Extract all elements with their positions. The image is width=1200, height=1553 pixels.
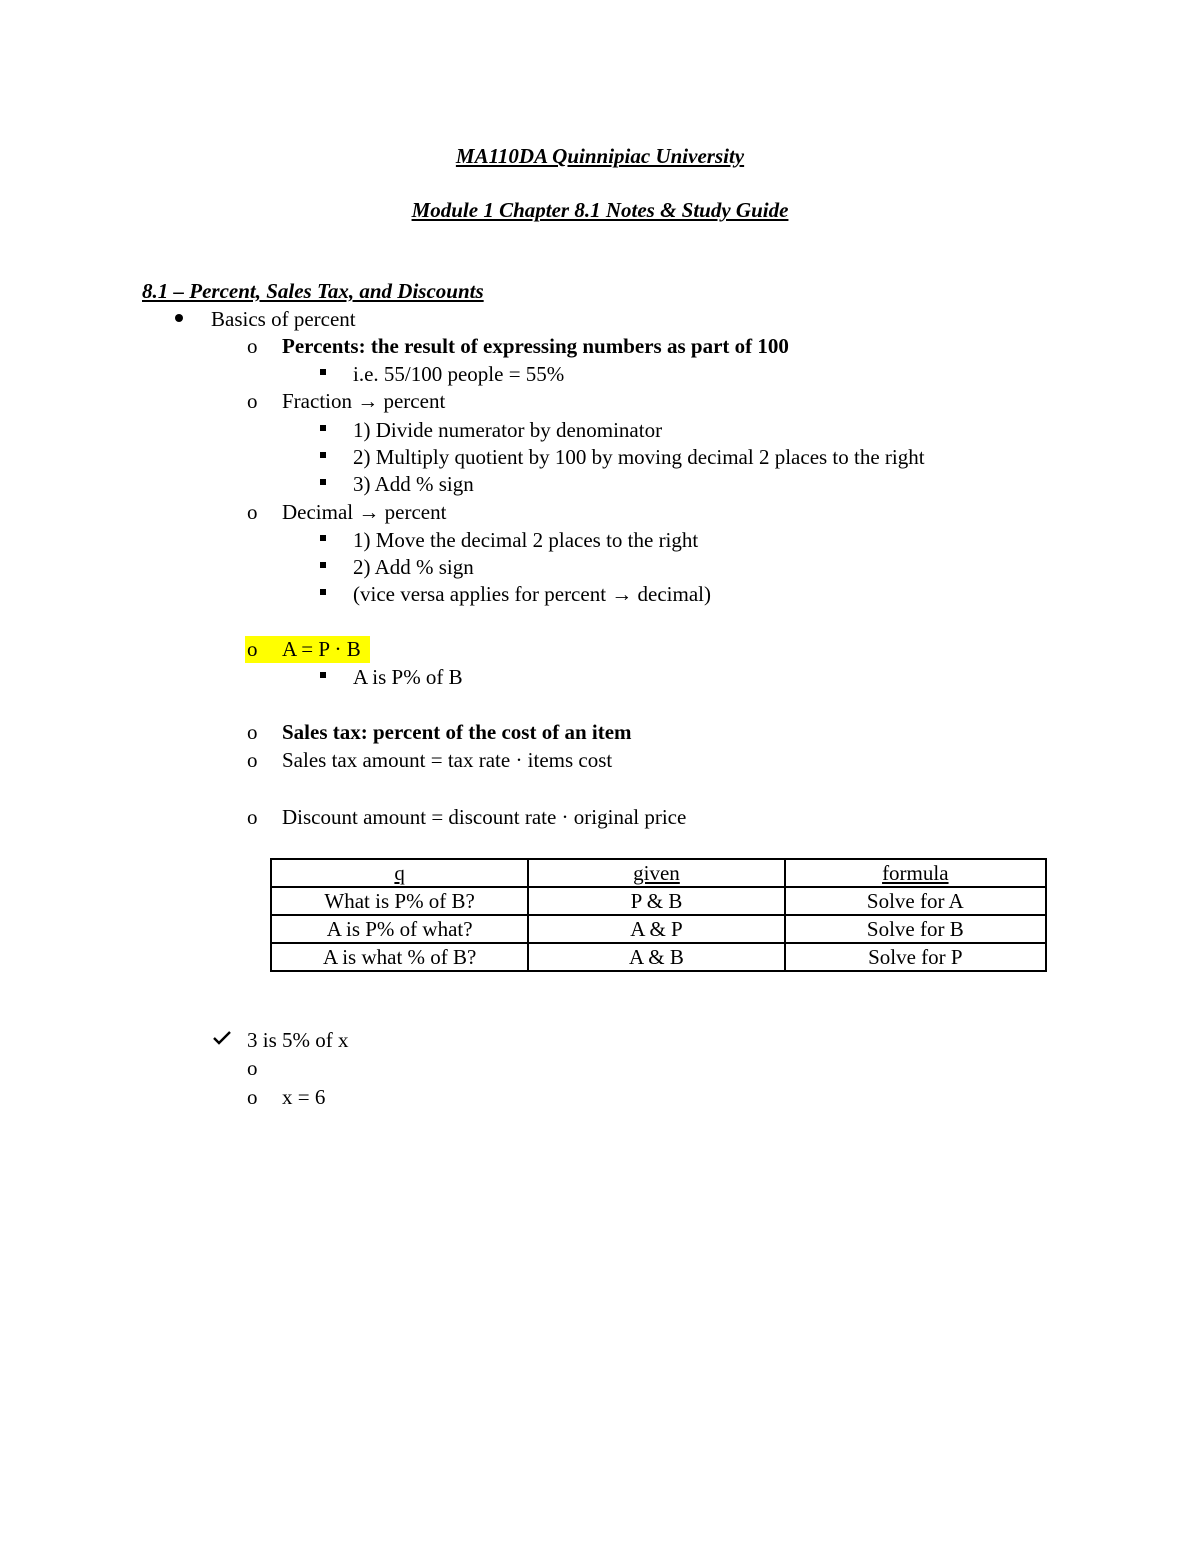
decimal-heading: Decimal → percent: [282, 500, 447, 524]
table-cell: A & B: [528, 943, 784, 971]
percents-definition: Percents: the result of expressing numbers as part of 100: [282, 334, 789, 358]
table-cell: Solve for A: [785, 887, 1046, 915]
sales-tax-definition: Sales tax: percent of the cost of an item: [282, 720, 632, 744]
sub-bullet-marker: o: [247, 805, 258, 829]
fraction-step-1: 1) Divide numerator by denominator: [353, 418, 663, 442]
fraction-heading: Fraction → percent: [282, 389, 446, 413]
sub-bullet-marker: o: [247, 748, 258, 772]
table-cell: Solve for P: [785, 943, 1046, 971]
formula-a-equals-p-b: A = P · B: [282, 637, 361, 661]
table-header-cell: q: [271, 859, 528, 887]
table-cell: P & B: [528, 887, 784, 915]
sub-bullet-marker: o: [247, 334, 258, 358]
document-title: MA110DA Quinnipiac University: [455, 144, 745, 168]
discount-formula: Discount amount = discount rate · original price: [282, 805, 687, 829]
document-subtitle: Module 1 Chapter 8.1 Notes & Study Guide: [411, 198, 789, 222]
filled-square-icon: [320, 562, 326, 568]
decimal-step-2: 2) Add % sign: [353, 555, 474, 579]
decimal-step-3: (vice versa applies for percent → decimal): [353, 582, 711, 606]
sub-bullet-marker: o: [247, 500, 258, 524]
example-answer: x = 6: [282, 1085, 326, 1109]
filled-square-icon: [320, 589, 326, 595]
filled-square-icon: [320, 479, 326, 485]
table-cell: A is P% of what?: [271, 915, 528, 943]
formula-note: A is P% of B: [353, 665, 463, 689]
filled-circle-icon: [175, 314, 183, 322]
table-cell: What is P% of B?: [271, 887, 528, 915]
sub-bullet-marker: o: [247, 1085, 258, 1109]
table-cell: A is what % of B?: [271, 943, 528, 971]
percent-problems-table: [270, 858, 1047, 972]
table-header-row: [271, 859, 1046, 887]
table-cell: Solve for B: [785, 915, 1046, 943]
decimal-step-1: 1) Move the decimal 2 places to the right: [353, 528, 699, 552]
checkmark-icon: [212, 1030, 232, 1046]
sub-bullet-marker: o: [247, 389, 258, 413]
percents-example: i.e. 55/100 people = 55%: [353, 362, 565, 386]
highlighted-formula: [245, 636, 370, 663]
table-row: [271, 887, 1046, 915]
sales-tax-formula: Sales tax amount = tax rate · items cost: [282, 748, 613, 772]
table-row: [271, 943, 1046, 971]
sub-bullet-marker: o: [247, 637, 258, 661]
table-cell: A & P: [528, 915, 784, 943]
filled-square-icon: [320, 535, 326, 541]
filled-square-icon: [320, 425, 326, 431]
filled-square-icon: [320, 452, 326, 458]
table-header-cell: formula: [785, 859, 1046, 887]
sub-bullet-marker: o: [247, 720, 258, 744]
sub-bullet-marker: o: [247, 1056, 258, 1080]
bullet-basics-of-percent: Basics of percent: [211, 307, 356, 331]
filled-square-icon: [320, 369, 326, 375]
section-heading: 8.1 – Percent, Sales Tax, and Discounts: [142, 279, 484, 303]
example-problem: 3 is 5% of x: [247, 1028, 349, 1052]
table-row: [271, 915, 1046, 943]
table-header-cell: given: [528, 859, 784, 887]
fraction-step-3: 3) Add % sign: [353, 472, 474, 496]
fraction-step-2: 2) Multiply quotient by 100 by moving decimal 2 places to the right: [353, 445, 925, 469]
filled-square-icon: [320, 672, 326, 678]
